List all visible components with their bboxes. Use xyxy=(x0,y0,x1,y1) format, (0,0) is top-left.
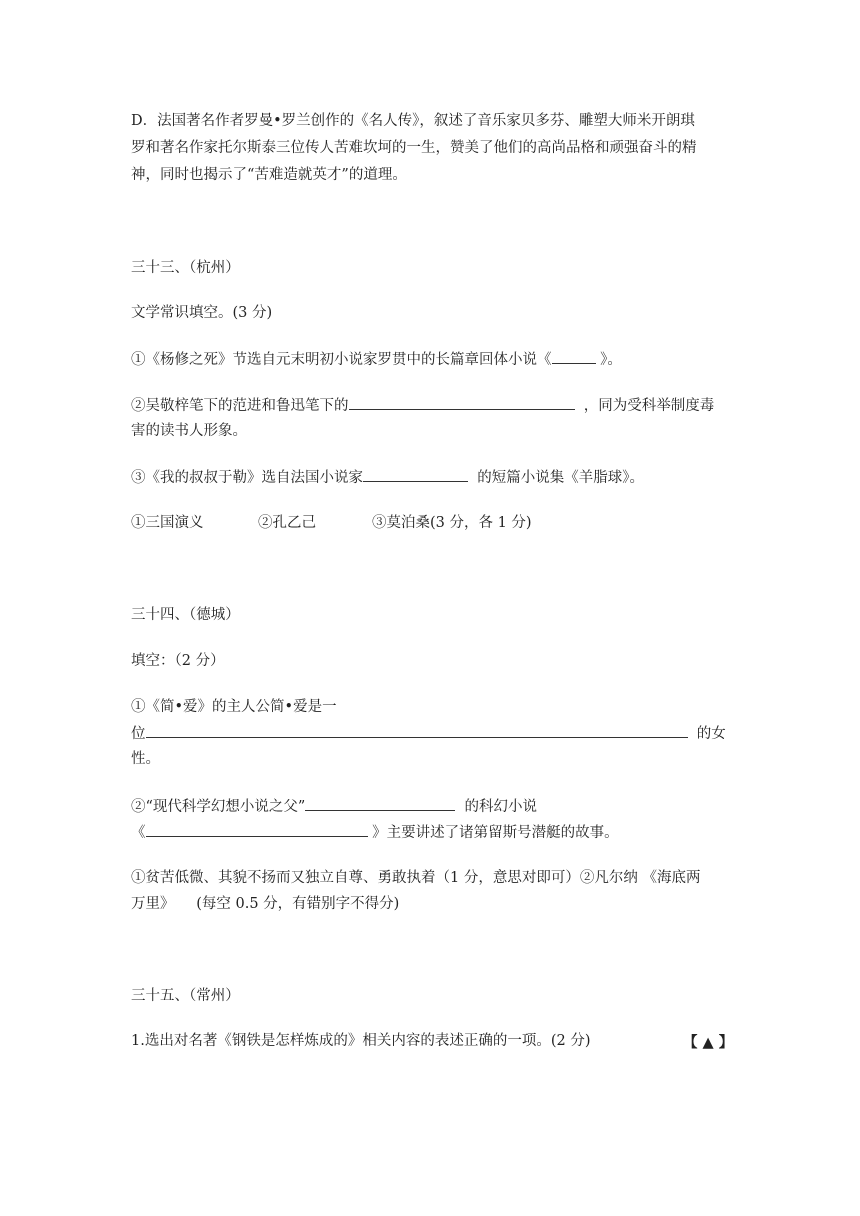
q33-item-1-blank[interactable] xyxy=(552,349,596,364)
q33-item-2 xyxy=(131,395,714,416)
q33-item-3 xyxy=(131,467,644,488)
q33-heading: 三十三、（杭州） xyxy=(131,260,240,276)
q35-heading: 三十五、（常州） xyxy=(131,988,240,1004)
q33-item-1 xyxy=(131,349,622,370)
q33-answer-1: ①三国演义 xyxy=(131,515,204,531)
q34-heading: 三十四、（德城） xyxy=(131,607,240,623)
option-d-line-1: D．法国著名作者罗曼•罗兰创作的《名人传》，叙述了音乐家贝多芬、雕塑大师米开朗琪 xyxy=(131,113,695,129)
q33-answer-3: ③莫泊桑(3 分，各 1 分) xyxy=(372,515,532,531)
q34-item-1-line-2 xyxy=(131,723,726,744)
q34-item-2-line-2-tail: 》主要讲述了诸第留斯号潜艇的故事。 xyxy=(372,825,619,841)
q34-item-2-blank[interactable] xyxy=(305,796,455,811)
q34-item-2-open-quote: 《 xyxy=(131,825,146,841)
q33-item-2-text: ②吴敬梓笔下的范进和鲁迅笔下的 xyxy=(131,398,349,414)
q33-item-1-text: ①《杨修之死》节选自元末明初小说家罗贯中的长篇章回体小说《 xyxy=(131,352,552,368)
answer-bracket[interactable]: 【 ▲ 】 xyxy=(683,1034,734,1051)
q33-item-3-tail: 的短篇小说集《羊脂球》。 xyxy=(477,470,644,486)
q34-instruction: 填空：（2 分） xyxy=(131,653,225,669)
q34-item-1-line-3: 性。 xyxy=(131,751,160,767)
q33-item-2-tail: ，同为受科举制度毒 xyxy=(583,398,715,414)
q34-item-2 xyxy=(131,796,537,817)
q33-item-2-line-2: 害的读书人形象。 xyxy=(131,423,247,439)
q33-item-3-blank[interactable] xyxy=(363,467,468,482)
q34-item-2-book-blank[interactable] xyxy=(146,822,368,837)
q33-item-3-text: ③《我的叔叔于勒》选自法国小说家 xyxy=(131,470,363,486)
q34-item-1-line-1: ①《简•爱》的主人公简•爱是一 xyxy=(131,699,337,715)
option-d-line-3: 神，同时也揭示了“苦难造就英才”的道理。 xyxy=(131,167,407,183)
q34-item-2-line-2 xyxy=(131,822,619,843)
q34-item-2-text: ②“现代科学幻想小说之父” xyxy=(131,799,306,815)
q34-item-1-prefix: 位 xyxy=(131,726,146,742)
q34-item-1-blank[interactable] xyxy=(146,723,688,738)
q34-item-2-tail: 的科幻小说 xyxy=(464,799,538,815)
q33-item-1-tail: 》。 xyxy=(600,352,622,368)
q34-item-1-tail: 的女 xyxy=(696,726,726,742)
q34-answer-line-2: 万里》 (每空 0.5 分，有错别字不得分) xyxy=(131,896,400,912)
q33-item-2-blank[interactable] xyxy=(349,395,575,410)
option-d-line-2: 罗和著名作家托尔斯泰三位传人苦难坎坷的一生，赞美了他们的高尚品格和顽强奋斗的精 xyxy=(131,140,697,156)
q34-answer-line-1: ①贫苦低微、其貌不扬而又独立自尊、勇敢执着（1 分，意思对即可）②凡尔纳 《海底两 xyxy=(131,870,701,886)
q33-answer-2: ②孔乙己 xyxy=(258,515,316,531)
q33-instruction: 文学常识填空。(3 分) xyxy=(131,305,273,321)
q35-question: 1.选出对名著《钢铁是怎样炼成的》相关内容的表述正确的一项。(2 分) xyxy=(131,1033,591,1049)
